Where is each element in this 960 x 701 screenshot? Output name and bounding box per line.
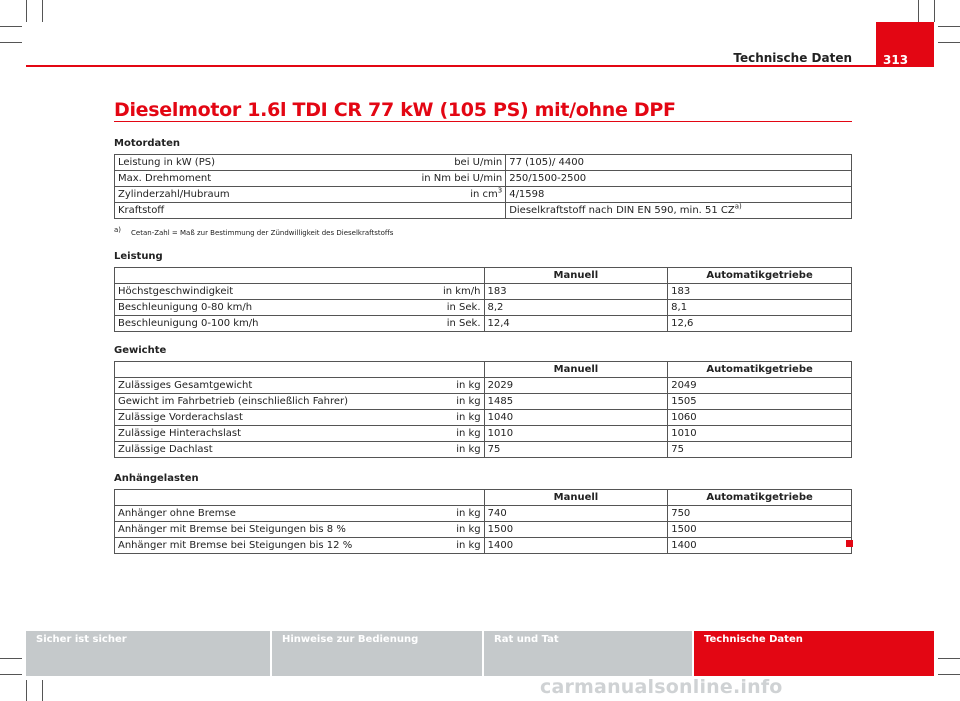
table-row — [115, 442, 852, 458]
row-unit: in kg — [418, 538, 484, 554]
table-row — [115, 203, 852, 219]
row-name: Leistung in kW (PS) — [115, 155, 419, 171]
crop-mark — [934, 0, 935, 22]
section-end-marker — [846, 540, 853, 547]
crop-mark — [0, 658, 22, 659]
table-row — [115, 171, 852, 187]
table-row — [115, 187, 852, 203]
table-row — [115, 300, 852, 316]
row-auto: 183 — [668, 284, 852, 300]
row-auto: 1060 — [668, 410, 852, 426]
row-name: Zylinderzahl/Hubraum — [115, 187, 419, 203]
column-header-auto: Automatikgetriebe — [668, 268, 852, 284]
row-auto: 75 — [668, 442, 852, 458]
header-title: Technische Daten — [733, 51, 852, 65]
title-rule — [114, 121, 852, 122]
table-row — [115, 426, 852, 442]
row-name: Zulässige Hinterachslast — [115, 426, 419, 442]
row-auto: 1500 — [668, 522, 852, 538]
table-header-row — [115, 268, 852, 284]
footnote-mark: a) — [114, 225, 122, 234]
row-manual: 2029 — [484, 378, 668, 394]
row-value: 250/1500-2500 — [506, 171, 852, 187]
row-manual: 1040 — [484, 410, 668, 426]
column-header-auto: Automatikgetriebe — [668, 490, 852, 506]
row-manual: 8,2 — [484, 300, 668, 316]
row-auto: 8,1 — [668, 300, 852, 316]
section-label-leistung: Leistung — [114, 251, 163, 262]
row-name: Zulässige Dachlast — [115, 442, 419, 458]
motordaten-table — [114, 154, 852, 219]
anhaengelasten-table — [114, 489, 852, 554]
row-name: Beschleunigung 0-100 km/h — [115, 316, 419, 332]
table-row — [115, 538, 852, 554]
crop-mark — [938, 42, 960, 43]
footnote-text: Cetan-Zahl = Maß zur Bestimmung der Zündwilligkeit des Dieselkraftstoffs — [131, 229, 394, 237]
row-auto: 12,6 — [668, 316, 852, 332]
table-row — [115, 506, 852, 522]
row-auto: 1400 — [668, 538, 852, 554]
row-unit: in kg — [418, 522, 484, 538]
row-unit: in kg — [418, 442, 484, 458]
table-header-row — [115, 362, 852, 378]
row-manual: 1485 — [484, 394, 668, 410]
table-row — [115, 155, 852, 171]
crop-mark — [26, 680, 27, 701]
row-name: Anhänger ohne Bremse — [115, 506, 419, 522]
crop-mark — [42, 680, 43, 701]
unit-superscript: 3 — [497, 186, 503, 195]
row-unit: bei U/min — [419, 155, 506, 171]
header-rule — [26, 65, 876, 67]
crop-mark — [0, 42, 22, 43]
row-manual: 1010 — [484, 426, 668, 442]
gewichte-table — [114, 361, 852, 458]
page-title: Dieselmotor 1.6l TDI CR 77 kW (105 PS) mit/ohne DPF — [114, 99, 676, 121]
row-manual: 12,4 — [484, 316, 668, 332]
footer-tab-technische-daten[interactable]: Technische Daten — [694, 631, 934, 676]
column-header-manual: Manuell — [484, 268, 668, 284]
row-name: Zulässiges Gesamtgewicht — [115, 378, 419, 394]
footnote-ref[interactable]: a) — [734, 202, 742, 211]
row-auto: 750 — [668, 506, 852, 522]
crop-mark — [938, 674, 960, 675]
row-unit: in km/h — [418, 284, 484, 300]
footnote — [114, 225, 394, 237]
row-manual: 1500 — [484, 522, 668, 538]
table-row — [115, 394, 852, 410]
page-number: 313 — [876, 22, 934, 67]
row-unit: in kg — [418, 378, 484, 394]
footer-tab-sicher-ist-sicher[interactable]: Sicher ist sicher — [26, 631, 270, 676]
row-auto: 2049 — [668, 378, 852, 394]
crop-mark — [918, 0, 919, 22]
row-manual: 740 — [484, 506, 668, 522]
crop-mark — [938, 26, 960, 27]
column-header-manual: Manuell — [484, 490, 668, 506]
footer-tab-rat-und-tat[interactable]: Rat und Tat — [484, 631, 692, 676]
row-unit: in Nm bei U/min — [419, 171, 506, 187]
table-row — [115, 284, 852, 300]
row-auto: 1505 — [668, 394, 852, 410]
table-row — [115, 522, 852, 538]
row-unit: in kg — [418, 506, 484, 522]
column-header-manual: Manuell — [484, 362, 668, 378]
crop-mark — [938, 658, 960, 659]
row-name: Zulässige Vorderachslast — [115, 410, 419, 426]
section-label-anhaengelasten: Anhängelasten — [114, 473, 199, 484]
row-unit: in kg — [418, 410, 484, 426]
row-name: Max. Drehmoment — [115, 171, 419, 187]
row-unit: in Sek. — [418, 316, 484, 332]
row-value: 77 (105)/ 4400 — [506, 155, 852, 171]
crop-mark — [26, 0, 27, 22]
row-manual: 183 — [484, 284, 668, 300]
row-unit: in kg — [418, 426, 484, 442]
footer-tab-hinweise-zur-bedienung[interactable]: Hinweise zur Bedienung — [272, 631, 482, 676]
section-label-motordaten: Motordaten — [114, 138, 180, 149]
header-blank — [115, 490, 485, 506]
row-name: Anhänger mit Bremse bei Steigungen bis 12 % — [115, 538, 419, 554]
column-header-auto: Automatikgetriebe — [668, 362, 852, 378]
crop-mark — [0, 26, 22, 27]
row-name: Beschleunigung 0-80 km/h — [115, 300, 419, 316]
row-auto: 1010 — [668, 426, 852, 442]
row-value: 4/1598 — [506, 187, 852, 203]
table-row — [115, 316, 852, 332]
watermark: carmanualsonline.info — [540, 676, 783, 698]
header-blank — [115, 362, 485, 378]
row-name: Gewicht im Fahrbetrieb (einschließlich Fahrer) — [115, 394, 419, 410]
leistung-table — [114, 267, 852, 332]
row-name: Kraftstoff — [115, 203, 419, 219]
row-manual: 75 — [484, 442, 668, 458]
row-unit: in $cm^3$ — [419, 187, 506, 203]
row-name: Anhänger mit Bremse bei Steigungen bis 8 % — [115, 522, 419, 538]
row-manual: 1400 — [484, 538, 668, 554]
crop-mark — [42, 0, 43, 22]
row-name: Höchstgeschwindigkeit — [115, 284, 419, 300]
row-unit: in Sek. — [418, 300, 484, 316]
crop-mark — [0, 674, 22, 675]
row-unit — [419, 203, 506, 219]
section-label-gewichte: Gewichte — [114, 345, 167, 356]
table-row — [115, 410, 852, 426]
table-header-row — [115, 490, 852, 506]
row-value: Dieselkraftstoff nach DIN EN 590, min. 51 CZ$^{a)}$ — [506, 203, 852, 219]
table-row — [115, 378, 852, 394]
row-unit: in kg — [418, 394, 484, 410]
header-blank — [115, 268, 485, 284]
